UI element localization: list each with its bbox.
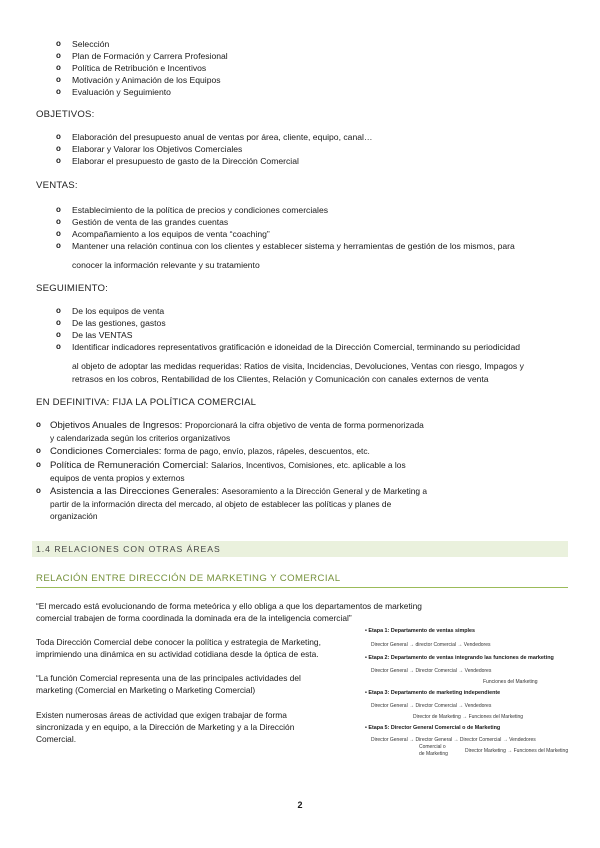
item-text: Asesoramiento a la Dirección General y de Marketing a (221, 486, 427, 496)
diagram-line: Director General → Director Comercial → Vendedores (371, 668, 492, 674)
list-item: o Elaborar y Valorar los Objetivos Comerciales (52, 143, 373, 155)
diagram-line: Director General → director Comercial → Vendedores (371, 642, 491, 648)
list-item: o De las VENTAS (52, 329, 520, 341)
objetivos-list (52, 131, 373, 167)
text-line: Comercial. (36, 734, 77, 744)
item-head: Asistencia a las Direcciones Generales: (50, 486, 222, 497)
list-item: o Elaborar el presupuesto de gasto de la Dirección Comercial (52, 155, 373, 167)
item-continuation: y calendarizada según los criterios organizativos (50, 433, 231, 443)
list-item: o De los equipos de venta (52, 305, 520, 317)
item-head: Objetivos Anuales de Ingresos: (50, 420, 185, 431)
text-line: “El mercado está evolucionando de forma meteórica y ello obliga a que los departamentos de marketing (36, 601, 422, 611)
list-item: o Mantener una relación continua con los clientes y establecer sistema y herramientas de gestión de los mismos, para (52, 240, 515, 252)
diagram-stage: • Etapa 5: Director General Comercial o de Marketing (365, 725, 501, 731)
item-continuation: partir de la información directa del mercado, al objeto de establecer las políticas y planes de (50, 499, 392, 509)
item-continuation: organización (50, 511, 98, 521)
diagram-line: Director de Marketing → Funciones del Marketing (413, 714, 524, 720)
list-item (36, 419, 566, 444)
list-item (36, 459, 566, 484)
list-item: o De las gestiones, gastos (52, 317, 520, 329)
item-head: Condiciones Comerciales: (50, 446, 165, 457)
text-line: “La función Comercial representa una de las principales actividades del (36, 673, 301, 683)
stages-diagram (365, 628, 587, 758)
seguimiento-continuation (72, 360, 524, 386)
diagram-line: Funciones del Marketing (483, 679, 538, 685)
diagram-line: Comercial o (419, 744, 446, 750)
list-item: o Selección (52, 38, 228, 50)
top-list (52, 38, 228, 98)
list-item: o Política de Retribución e Incentivos (52, 62, 228, 74)
text-line: retrasos en los cobros, Rentabilidad de los Clientes, Relación y Comunicación con canales externos de venta (72, 374, 489, 384)
page-number: 2 (297, 800, 303, 810)
diagram-stage: • Etapa 3: Departamento de marketing independiente (365, 690, 501, 696)
item-head: Política de Remuneración Comercial: (50, 460, 212, 471)
list-item: o Motivación y Animación de los Equipos (52, 74, 228, 86)
section-heading: 1.4 RELACIONES CON OTRAS ÁREAS (32, 541, 568, 557)
text-line: Toda Dirección Comercial debe conocer la política y estrategia de Marketing, (36, 637, 321, 647)
text-line: comercial trabajen de forma coordinada la dominada era de la inteligencia comercial” (36, 613, 352, 623)
objetivos-heading: OBJETIVOS: (36, 109, 95, 120)
definitiva-list (36, 419, 566, 522)
diagram-line: Director General → Director General → Director Comercial → Vendedores (371, 737, 536, 743)
ventas-continuation: conocer la información relevante y su tratamiento (72, 260, 260, 270)
item-continuation: equipos de venta propios y externos (50, 473, 185, 483)
list-item: o Plan de Formación y Carrera Profesional (52, 50, 228, 62)
text-line: imprimiendo una dinámica en su actividad cotidiana desde la óptica de esta. (36, 649, 319, 659)
item-text: forma de pago, envío, plazos, rápeles, descuentos, etc. (164, 446, 370, 456)
list-item (36, 445, 566, 458)
diagram-line: Director Marketing → Funciones del Marketing (465, 748, 569, 754)
paragraph (36, 636, 356, 660)
list-item: o Elaboración del presupuesto anual de ventas por área, cliente, equipo, canal… (52, 131, 373, 143)
item-text: Proporcionará la cifra objetivo de venta de forma pormenorizada (184, 420, 424, 430)
list-item: o Establecimiento de la política de precios y condiciones comerciales (52, 204, 515, 216)
text-line: al objeto de adoptar las medidas requeridas: Ratios de visita, Incidencias, Devoluciones, Ventas con riesgo, Impagos y (72, 361, 524, 371)
diagram-line: Director General → Director Comercial → Vendedores (371, 703, 492, 709)
item-text: Salarios, Incentivos, Comisiones, etc. aplicable a los (211, 460, 406, 470)
ventas-list (52, 204, 515, 252)
diagram-line: de Marketing (419, 751, 448, 757)
seguimiento-list (52, 305, 520, 353)
diagram-stage: • Etapa 2: Departamento de ventas integrando las funciones de marketing (365, 655, 554, 661)
list-item: o Acompañamiento a los equipos de venta “coaching” (52, 228, 515, 240)
paragraph (36, 709, 356, 745)
list-item: o Gestión de venta de las grandes cuentas (52, 216, 515, 228)
diagram-stage: • Etapa 1: Departamento de ventas simples (365, 628, 476, 634)
list-item: o Evaluación y Seguimiento (52, 86, 228, 98)
text-line: sincronizada y en equipo, a la Dirección de Marketing y a la Dirección (36, 722, 295, 732)
text-line: Existen numerosas áreas de actividad que exigen trabajar de forma (36, 710, 287, 720)
paragraph (36, 672, 356, 696)
list-item (36, 485, 566, 522)
seguimiento-heading: SEGUIMIENTO: (36, 283, 109, 294)
definitiva-heading: EN DEFINITIVA: FIJA LA POLÍTICA COMERCIAL (36, 397, 257, 408)
list-item: o Identificar indicadores representativos gratificación e idoneidad de la Dirección Comercial, terminando su periodicidad (52, 341, 520, 353)
subsection-heading: RELACIÓN ENTRE DIRECCIÓN DE MARKETING Y COMERCIAL (36, 573, 568, 588)
quote-paragraph (36, 600, 566, 624)
ventas-heading: VENTAS: (36, 180, 78, 191)
text-line: marketing (Comercial en Marketing o Marketing Comercial) (36, 685, 256, 695)
